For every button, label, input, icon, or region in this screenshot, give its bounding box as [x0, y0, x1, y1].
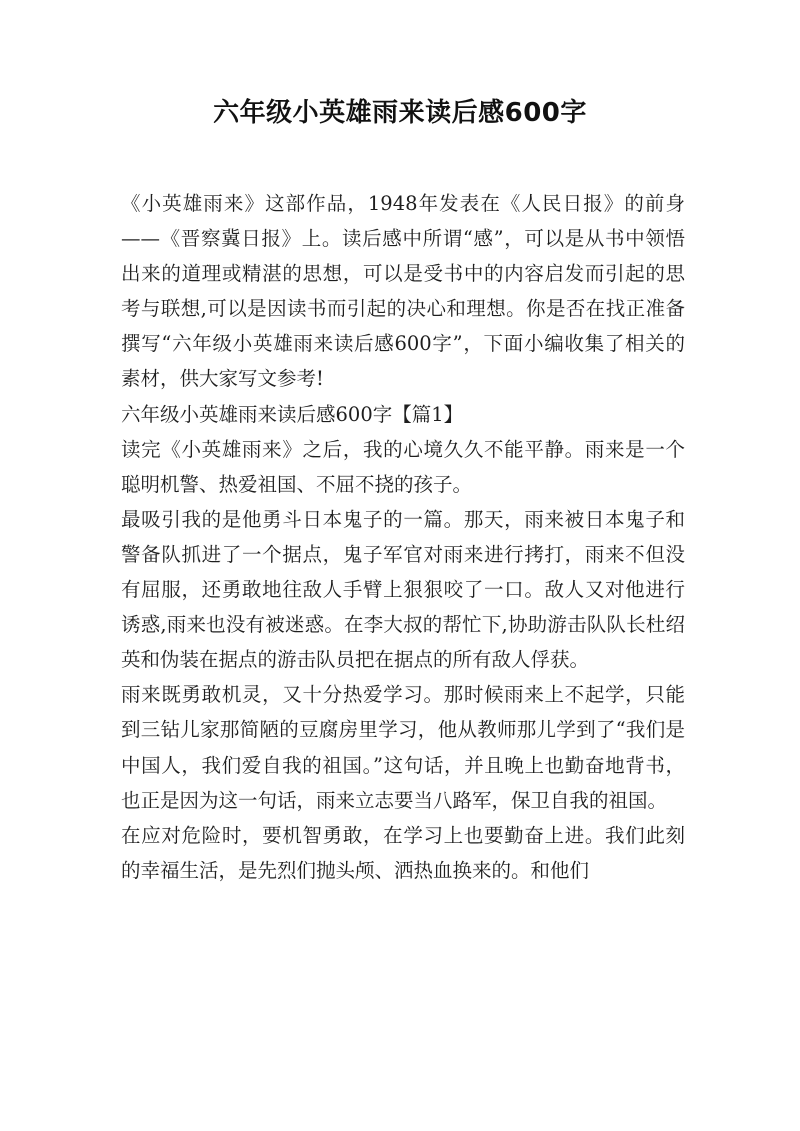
document-body — [121, 186, 685, 888]
intro-paragraph: 《小英雄雨来》这部作品，1948年发表在《人民日报》的前身——《晋察冀日报》上。读后感中所谓“感”，可以是从书中领悟出来的道理或精湛的思想，可以是受书中的内容启发而引起的思考与联想,可以是因读书而引起的决心和理想。你是否在找正准备撰写“六年级小英雄雨来读后感600字”，下面小编收集了相关的素材，供大家写文参考! — [121, 192, 685, 391]
body-paragraph: 最吸引我的是他勇斗日本鬼子的一篇。那天，雨来被日本鬼子和警备队抓进了一个据点，鬼子军官对雨来进行拷打，雨来不但没有屈服，还勇敢地往敌人手臂上狠狠咬了一口。敌人又对他进行诱惑,雨来也没有被迷惑。在李大叔的帮忙下,协助游击队队长杜绍英和伪装在据点的游击队员把在据点的所有敌人俘获。 — [121, 507, 685, 672]
body-paragraph: 雨来既勇敢机灵，又十分热爱学习。那时候雨来上不起学，只能到三钻儿家那简陋的豆腐房里学习，他从教师那儿学到了“我们是中国人，我们爱自我的祖国。”这句话，并且晚上也勤奋地背书，也正是因为这一句话，雨来立志要当八路军，保卫自我的祖国。 — [121, 683, 685, 812]
body-paragraph: 读完《小英雄雨来》之后，我的心境久久不能平静。雨来是一个聪明机警、热爱祖国、不屈不挠的孩子。 — [121, 437, 685, 496]
body-paragraph: 在应对危险时，要机智勇敢，在学习上也要勤奋上进。我们此刻的幸福生活，是先烈们抛头颅、洒热血换来的。和他们 — [121, 823, 685, 882]
section-heading: 六年级小英雄雨来读后感600字【篇1】 — [121, 402, 464, 426]
document-title: 六年级小英雄雨来读后感600字 — [213, 98, 587, 128]
